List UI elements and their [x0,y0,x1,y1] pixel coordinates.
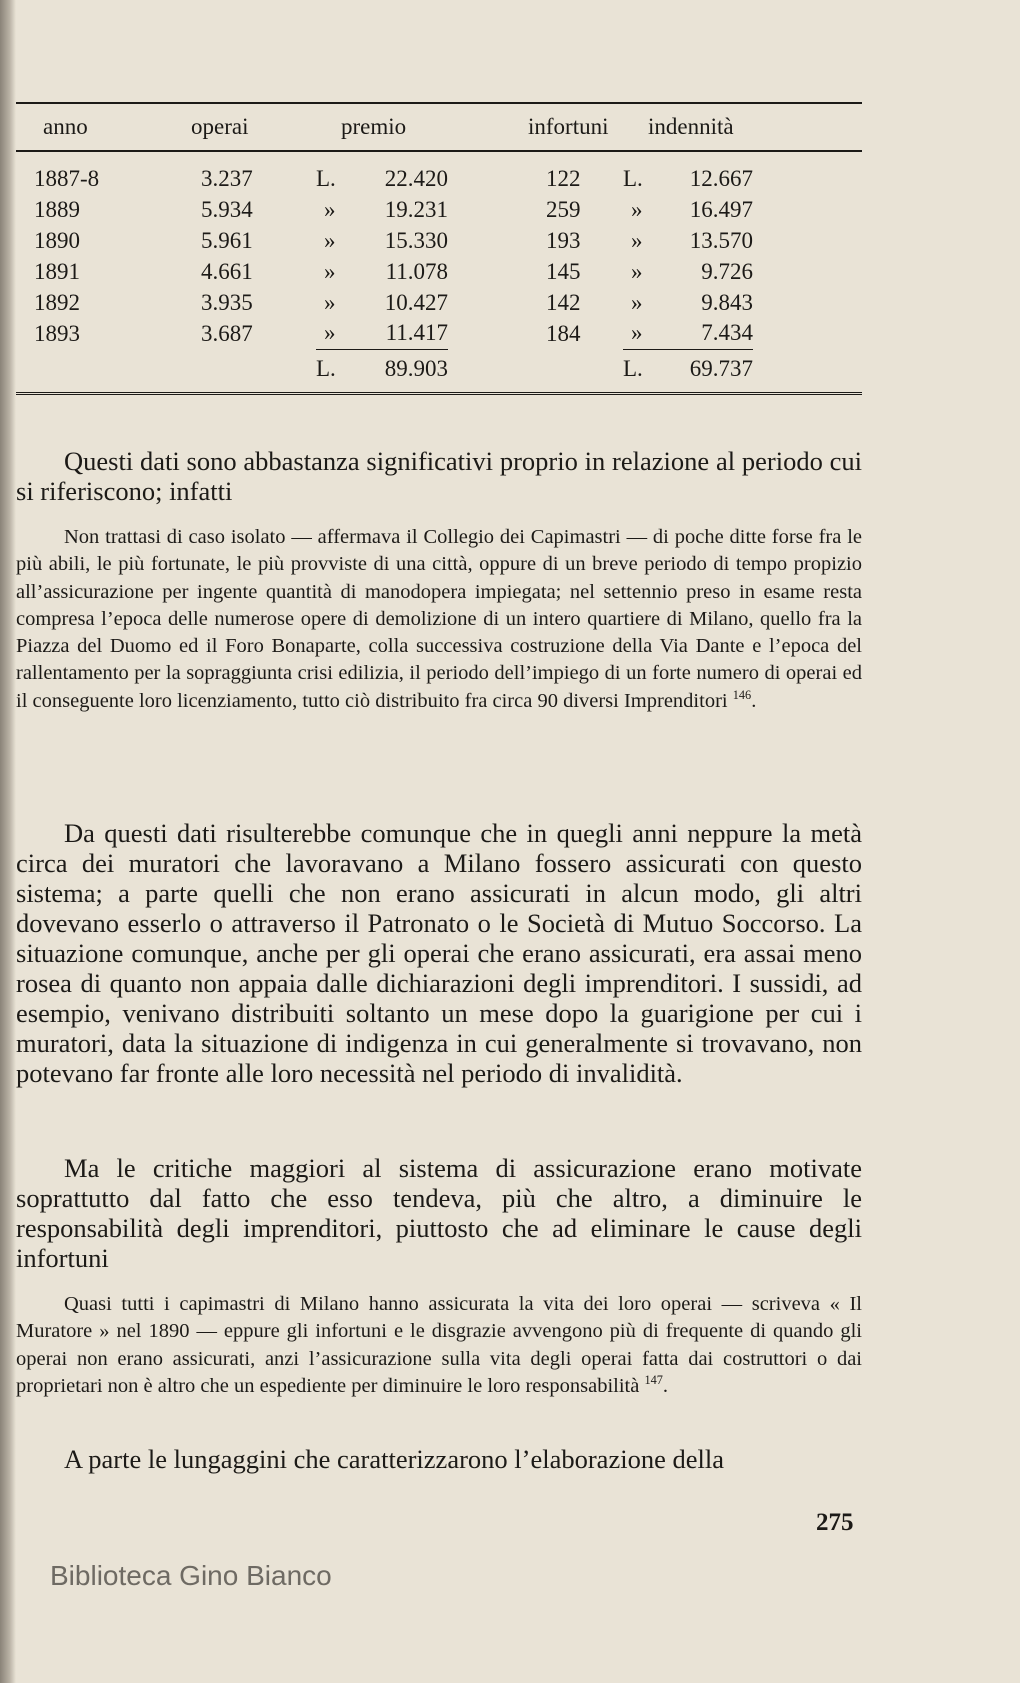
cell-infortuni: 184 [546,320,581,346]
quotation-1-end: . [751,689,757,712]
col-header-anno: anno [16,103,181,151]
cell-premio: 15.330 [384,227,448,253]
cell-premio-mark: » [324,227,336,253]
col-header-infortuni: infortuni [448,103,623,151]
quotation-1-text: Non trattasi di caso isolato — affermava il Collegio dei Capimastri — di poche ditte forse fra le più abili, le più fortunate, le più provviste di una città, oppure di un breve periodo di tempo propizio all’assicurazione per ingente quantità di manodopera impiegata; nel settennio preso in esame resta compresa l’epoca delle numerose opere di demolizione di un intero quartiere di Milano, quello fra la Piazza del Duomo ed il Foro Bonaparte, colla successiva costruzione della Via Dante e l’epoca del rallentamento per la sopraggiunta crisi edilizia, il periodo dell’impiego di un forte numero di operai ed il conseguente loro licenziamento, tutto ciò distribuito fra circa 90 diversi Imprenditori [16,526,862,712]
total-indennita: 69.737 [665,349,753,393]
paragraph-2: Da questi dati risulterebbe comunque che in quegli anni neppure la metà circa dei muratori che lavoravano a Milano fossero assicurati con questo sistema; a parte quelli che non erano assicurati in alcun modo, gli altri dovevano esserlo o attraverso il Patronato o le Società di Mutuo Soccorso. La situazione comunque, anche per gli operai che erano assicurati, era assai meno rosea di quanto non appaia dalle dichiarazioni degli imprenditori. I sussidi, ad esempio, venivano distribuiti soltanto un mese dopo la guarigione per cui i muratori, data la situazione di indigenza in cui generalmente si trovavano, non potevano far fronte alle loro necessità nel periodo di invalidità. [16,818,862,1088]
quotation-2 [16,1291,862,1400]
cell-premio: 11.417 [385,320,448,346]
table-row [16,194,862,225]
paragraph-1: Questi dati sono abbastanza significativi proprio in relazione al periodo cui si riferiscono; infatti [16,446,862,506]
cell-premio: 11.078 [385,258,448,284]
cell-infortuni: 193 [546,227,581,253]
cell-operai: 4.661 [201,258,253,284]
footnote-ref-147: 147 [644,1373,663,1388]
cell-anno: 1890 [34,227,80,253]
footnote-ref-146: 146 [732,687,752,702]
cell-operai: 3.687 [201,320,253,346]
total-premio-mark: L. [316,349,358,393]
table-row [16,318,862,349]
cell-premio: 10.427 [384,289,448,315]
cell-indennita-mark: » [631,227,643,253]
cell-premio-mark: » [324,196,336,222]
library-watermark: Biblioteca Gino Bianco [50,1560,332,1591]
cell-premio-mark: » [324,289,336,315]
table-total-row [16,349,862,393]
cell-anno: 1893 [34,320,80,346]
table-row [16,225,862,256]
cell-infortuni: 259 [546,196,581,222]
book-page [16,0,1016,1683]
table-header-row [16,103,862,151]
binding-edge [0,0,16,1683]
cell-premio: 22.420 [384,166,448,191]
accident-insurance-table [16,102,862,395]
cell-anno: 1889 [34,196,80,222]
cell-indennita: 9.843 [701,289,753,315]
cell-indennita: 13.570 [689,227,753,253]
cell-anno: 1891 [34,258,80,284]
paragraph-4: A parte le lungaggini che caratterizzarono l’elaborazione della [64,1444,724,1474]
cell-infortuni: 145 [546,258,581,284]
cell-anno: 1892 [34,289,80,315]
cell-premio-mark: L. [316,166,336,191]
cell-premio-mark: » [324,258,336,284]
page-number: 275 [816,1509,854,1536]
col-header-operai: operai [181,103,316,151]
table-row [16,287,862,318]
col-header-premio: premio [316,103,448,151]
cell-indennita: 7.434 [701,320,753,346]
cell-operai: 5.934 [201,196,253,222]
paragraph-3: Ma le critiche maggiori al sistema di assicurazione erano motivate soprattutto dal fatto che esso tendeva, più che altro, a diminuire le responsabilità degli imprenditori, piuttosto che ad eliminare le cause degli infortuni [16,1153,862,1273]
cell-infortuni: 122 [546,166,581,191]
cell-indennita-mark: » [631,320,643,346]
cell-premio: 19.231 [384,196,448,222]
cell-indennita-mark: » [631,196,643,222]
cell-operai: 5.961 [201,227,253,253]
total-premio: 89.903 [358,349,448,393]
quotation-1 [16,524,862,715]
total-indennita-mark: L. [623,349,665,393]
cell-indennita-mark: » [631,258,643,284]
cell-indennita: 16.497 [689,196,753,222]
quotation-2-end: . [662,1374,669,1397]
cell-operai: 3.935 [201,289,253,315]
quotation-2-text: Quasi tutti i capimastri di Milano hanno assicurata la vita dei loro operai — scriveva « Il Muratore » nel 1890 — eppure gli infortuni e le disgrazie avvengono più di frequente di quando gli operai non erano assicurati, anzi l’assicurazione sulla vita degli operai fatta dai costruttori o dai proprietari non è altro che un espediente per diminuire le loro responsabilità [16,1293,862,1397]
cell-indennita: 12.667 [689,166,753,191]
col-header-indennita: indennità [623,103,862,151]
cell-anno: 1887-8 [34,166,100,191]
table-row [16,256,862,287]
table-row [16,151,862,194]
cell-operai: 3.237 [201,166,253,191]
cell-infortuni: 142 [546,289,581,315]
cell-indennita-mark: » [631,289,643,315]
cell-indennita: 9.726 [701,258,753,284]
cell-indennita-mark: L. [623,166,643,191]
cell-premio-mark: » [324,320,336,346]
